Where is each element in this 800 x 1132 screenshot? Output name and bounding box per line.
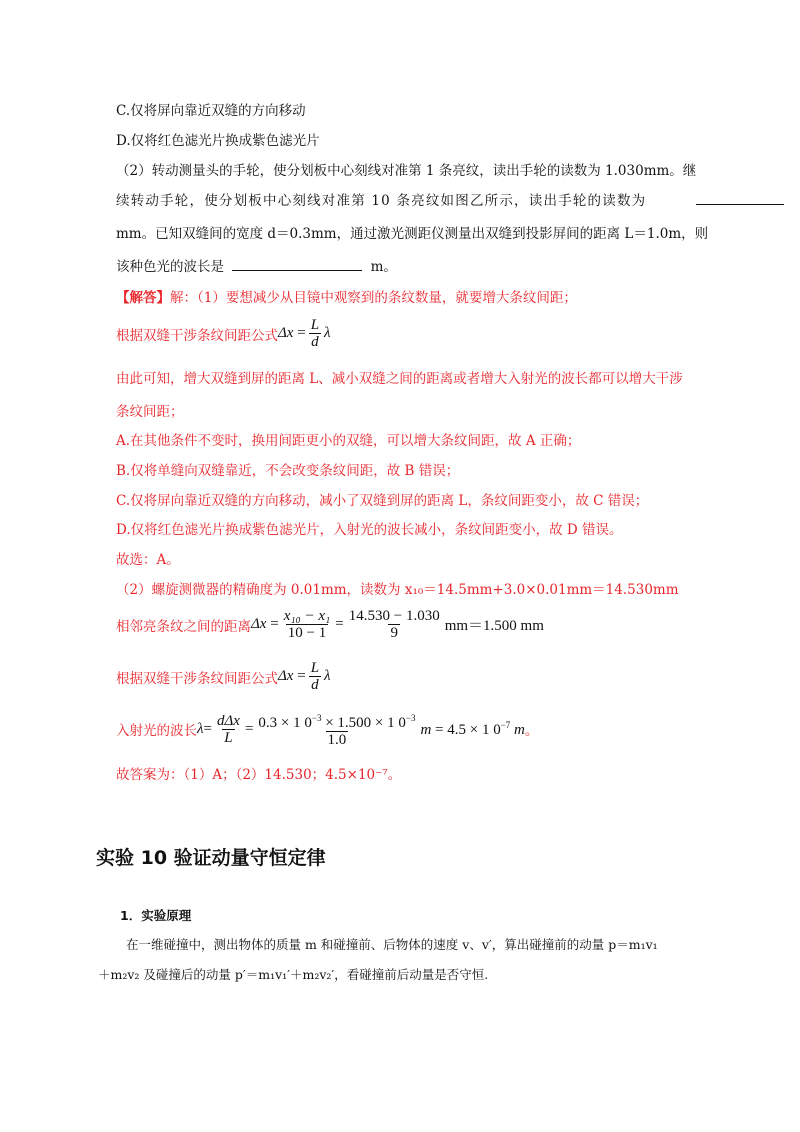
formula-2-den2: 9 [390,625,398,641]
question-option-d: D.仅将红色滤光片换成紫色滤光片 [116,133,320,149]
formula-2: 相邻亮条纹之间的距离 Δx = $\frac{\text{x₁₀ − x₁}}{10 - 1}$ = $\frac{14.530 - 1.030}{9}$ mm＝1.500 mm [116,608,544,641]
line4-suffix: m。 [370,259,397,275]
answer-opt-d: D.仅将红色滤光片换成紫色滤光片，入射光的波长减小，条纹间距变小，故 D 错误。 [116,522,623,538]
answer-line1 [116,286,577,306]
answer-opt-c: C.仅将屏向靠近双缝的方向移动，减小了双缝到屏的距离 L，条纹间距变小，故 C 错误； [116,493,649,509]
question-part2-line3: mm。已知双缝间的宽度 d＝0.3mm，通过激光测距仪测量出双缝到投影屏间的距离 L＝1.0m，则 [116,226,709,242]
question-part2-line2-text: 续转动手轮，使分划板中心刻线对准第 10 条亮纹如图乙所示，读出手轮的读数为 [116,193,647,209]
formula-2-num2: 14.530 − 1.030 [348,608,440,624]
question-part2-line4 [116,255,397,275]
line4-prefix: 该种色光的波长是 [116,259,224,275]
answer-line3: 由此可知，增大双缝到屏的距离 L、减小双缝之间的距离或者增大入射光的波长都可以增大干涉 [116,371,683,387]
formula-3: 根据双缝干涉条纹间距公式 Δx = $\frac{L}{d}$ λ [116,660,331,693]
formula-2-den1: 10 − 1 [287,625,327,641]
formula-1: 根据双缝干涉条纹间距公式 Δx = $\frac{L}{d}$ λ [116,317,331,350]
answer-part2-line1: （2）螺旋测微器的精确度为 0.01mm，读数为 x₁₀＝14.5mm+3.0×0.01mm＝14.530mm [116,582,679,598]
answer-line1-text: 解：（1）要想减少从目镜中观察到的条纹数量，就要增大条纹间距； [170,290,577,306]
answer-final: 故答案为：（1）A；（2）14.530；4.5×10⁻⁷。 [116,767,402,783]
answer-opt-b: B.仅将单缝向双缝靠近，不会改变条纹间距，故 B 错误； [116,463,460,479]
answer-blank-2 [232,269,362,271]
answer-blank-1 [696,203,784,205]
section-para-line2: ＋m₂v₂ 及碰撞后的动量 p′＝m₁v₁′＋m₂v₂′，看碰撞前后动量是否守恒. [98,967,489,982]
formula-2-num1: x₁₀ − x₁ [283,608,331,624]
section-para-line1: 在一维碰撞中，测出物体的质量 m 和碰撞前、后物体的速度 v、v′，算出碰撞前的动量 p＝m₁v₁ [126,937,658,952]
formula-4-prefix: 入射光的波长 [116,723,197,739]
answer-line4: 条纹间距； [116,404,184,420]
formula-4: 入射光的波长 λ = $\frac{\text{dΔx}}{L}$ = $\frac{0.3 \times 1 0^{-3} \times 1.500 \times 1 0^{-3}}{1.0}$ m = 4.5 × 1 $0^{-7}$ m 。 [116,712,539,748]
formula-1-prefix: 根据双缝干涉条纹间距公式 [116,327,278,344]
answer-choice: 故选：A。 [116,552,180,568]
formula-4-den2: 1.0 [327,732,347,748]
section-title: 实验 10 验证动量守恒定律 [96,847,326,869]
section-subtitle: 1．实验原理 [120,908,192,923]
answer-tag: 【解答】 [116,290,170,306]
answer-opt-a: A.在其他条件不变时，换用间距更小的双缝，可以增大条纹间距，故 A 正确； [116,433,581,449]
formula-3-prefix: 根据双缝干涉条纹间距公式 [116,670,278,687]
question-option-c: C.仅将屏向靠近双缝的方向移动 [116,103,306,119]
question-part2-line1: （2）转动测量头的手轮，使分划板中心刻线对准第 1 条亮纹，读出手轮的读数为 1.030mm。继 [116,163,697,179]
question-part2-line2 [116,189,784,209]
formula-2-result: mm＝1.500 mm [444,618,544,634]
formula-2-prefix: 相邻亮条纹之间的距离 [116,618,251,635]
